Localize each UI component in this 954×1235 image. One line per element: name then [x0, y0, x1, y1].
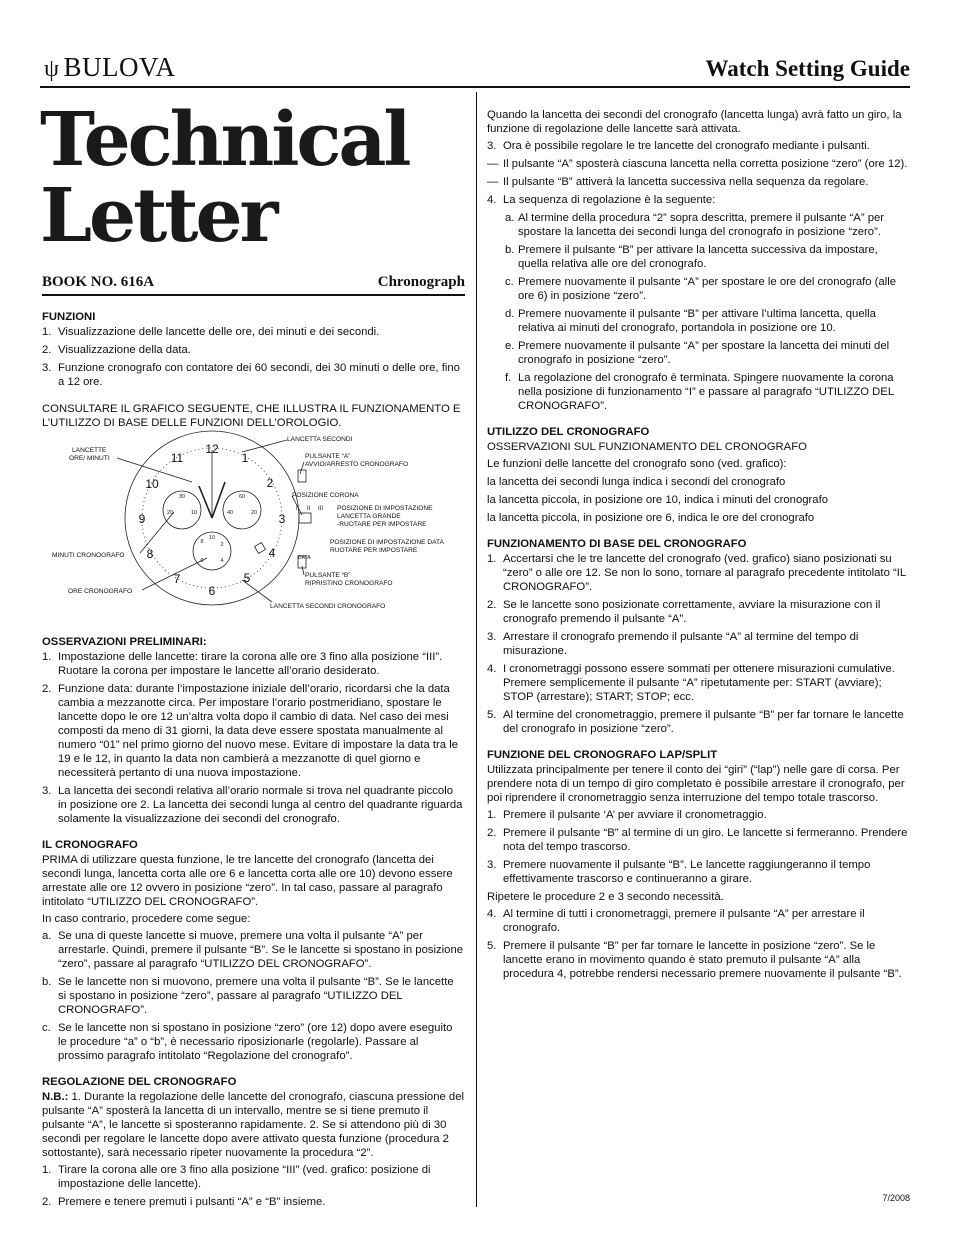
item-num: 5.: [487, 709, 497, 721]
osservazioni-heading: OSSERVAZIONI PRELIMINARI:: [42, 636, 207, 648]
label-pulsante-a: PULSANTE “A”: [305, 453, 351, 460]
item-text: Premere il pulsante “B” per attivare la lancetta successiva da impostare, quella relativa alle ore del cronografo.: [518, 244, 878, 270]
item-text: Premere nuovamente il pulsante “A” per spostare la lancetta dei minuti del cronografo in posizione “zero”.: [518, 340, 890, 366]
item-num: 4.: [487, 663, 497, 675]
sub-item: [505, 243, 911, 271]
main-title: [40, 97, 409, 259]
label-lancetta-secondi: LANCETTA SECONDI: [287, 436, 353, 443]
item-num: 2.: [487, 827, 497, 839]
item-text: Accertarsi che le tre lancette del cronografo (ved. grafico) siano posizionati su “zero” o alle ore 12. Se non lo sono, tornare al paragrafo precedente intitolato “IL CRONOGRAFO”.: [503, 553, 906, 593]
cronografo-intro: PRIMA di utilizzare questa funzione, le tre lancette del cronografo (lancetta dei secondi lunga, lancetta corta alle ore 6 e lancetta corta alle ore 10) devono essere arrestate alle ore 12 ovvero in posizione “zero”. In tal caso, passare al paragrafo intitolato “UTILIZZO DEL CRONOGRAFO”.: [42, 854, 453, 908]
item-num: 2.: [42, 1196, 52, 1208]
leader-pulsante-a: [300, 462, 304, 474]
list-item: [42, 1195, 464, 1209]
sub-num: 2: [220, 542, 224, 548]
item-num: e.: [505, 340, 515, 352]
dial-num: 2: [266, 476, 274, 490]
list-item: [42, 650, 464, 678]
list-item: [487, 139, 911, 153]
item-text: Premere e tenere premuti i pulsanti “A” e “B” insieme.: [58, 1196, 326, 1208]
item-num: d.: [505, 308, 515, 320]
item-text: Visualizzazione delle lancette delle ore, dei minuti e dei secondi.: [58, 326, 380, 338]
item-num: 2.: [487, 599, 497, 611]
dial-num: 3: [278, 512, 286, 526]
item-text: Ora è possibile regolare le tre lancette del cronografo mediante i pulsanti.: [503, 140, 870, 152]
label-ruotare-data: RUOTARE PER IMPOSTARE: [330, 547, 418, 554]
sub-num: 20: [166, 510, 174, 516]
list-item: [487, 193, 911, 207]
crown-pos: III: [318, 506, 324, 512]
utilizzo-heading: UTILIZZO DEL CRONOGRAFO: [487, 426, 650, 438]
item-num: 4.: [487, 194, 497, 206]
regolazione-nb: [42, 1090, 464, 1160]
tuning-fork-icon: ψ: [44, 56, 60, 82]
cronografo-contrario: In caso contrario, procedere come segue:: [42, 913, 251, 925]
sub-num: 20: [250, 510, 258, 516]
dial-num: 9: [138, 512, 146, 526]
crown-pos: II: [307, 506, 311, 512]
item-text: Premere nuovamente il pulsante “B”. Le lancette raggiungeranno il tempo effettivamente trascorso e continueranno a girare.: [503, 859, 871, 885]
item-num: —: [487, 158, 499, 170]
funzionamento-heading: FUNZIONAMENTO DI BASE DEL CRONOGRAFO: [487, 538, 747, 550]
item-text: Se una di queste lancette si muove, premere una volta il pulsante “A” per arrestarle. Quindi, premere il pulsante “B”. Se le lancette si spostano in posizione “zero”, passare al paragrafo “UTILIZZO DEL CRONOGRAFO”.: [58, 930, 464, 970]
nb-label: N.B.:: [42, 1091, 69, 1103]
list-item: [42, 929, 464, 971]
brand-name: BULOVA: [63, 52, 176, 82]
utilizzo-line: Le funzioni delle lancette del cronografo sono (ved. grafico):: [487, 458, 787, 470]
list-item: [42, 325, 464, 339]
list-item: [487, 939, 911, 981]
label-ore-cronografo: ORE CRONOGRAFO: [68, 588, 133, 595]
label-secondi-cronografo: LANCETTA SECONDI CRONOGRAFO: [270, 603, 386, 610]
item-text: Arrestare il cronografo premendo il pulsante “A” al termine del tempo di misurazione.: [503, 631, 859, 657]
list-item: [42, 1163, 464, 1191]
item-num: 3.: [42, 785, 52, 797]
bulova-logo: [44, 52, 176, 83]
list-item: [42, 343, 464, 357]
item-num: 1.: [42, 1164, 52, 1176]
sub-num: 10: [208, 535, 216, 541]
item-text: Premere nuovamente il pulsante “B” per attivare l’ultima lancetta, quella relativa ai minuti del cronografo, portandola in posizione ore 10.: [518, 308, 876, 334]
book-line: [42, 274, 465, 296]
list-item: [42, 1021, 464, 1063]
utilizzo-subheading: OSSERVAZIONI SUL FUNZIONAMENTO DEL CRONOGRAFO: [487, 441, 807, 453]
list-item: [487, 630, 911, 658]
dial-num: 1: [241, 451, 249, 465]
dial-num: 10: [145, 477, 159, 491]
item-text: La regolazione del cronografo è terminata. Spingere nuovamente la corona nella posizione di funzionamento “I” e passare al paragrafo “UTILIZZO DEL CRONOGRAFO”.: [518, 372, 894, 412]
item-text: I cronometraggi possono essere sommati per ottenere misurazioni cumulative. Premere semplicemente il pulsante “A” ripetutamente per: START (avviare); STOP (arrestare); START; STOP; ecc.: [503, 663, 895, 703]
list-item: [487, 157, 911, 171]
sub-item: [505, 275, 911, 303]
dial-num: 5: [243, 571, 251, 585]
dial-num: 12: [205, 442, 219, 456]
item-num: c.: [505, 276, 514, 288]
consult-text: CONSULTARE IL GRAFICO SEGUENTE, CHE ILLUSTRA IL FUNZIONAMENTO E L’UTILIZZO DI BASE DELLE FUNZIONI DELL’OROLOGIO.: [42, 403, 461, 429]
sub-item: [505, 211, 911, 239]
column-divider: [476, 92, 477, 1207]
lapsplit-intro: Utilizzata principalmente per tenere il conto dei “giri” (“lap”) nelle gare di corsa. Per prendere nota di un tempo di giro completato è possibile arrestare il cronografo, per poi riprendere il cronometraggio senza interruzione del tempo totale trascorso.: [487, 764, 905, 804]
main-title-line2: Letter: [40, 173, 276, 259]
list-item: [487, 598, 911, 626]
leader-pulsante-b: [302, 566, 304, 575]
sub-item: [505, 339, 911, 367]
item-text: La lancetta dei secondi relativa all’orario normale si trova nel quadrante piccolo in posizione ore 2. La lancetta dei secondi lunga al centro del quadrante riguarda solamente la visualizzazione dei secondi del cronografo.: [58, 785, 463, 825]
dial-num: 7: [173, 572, 181, 586]
item-num: 4.: [487, 908, 497, 920]
item-text: Se le lancette sono posizionate correttamente, avviare la misurazione con il cronografo premendo il pulsante “A”.: [503, 599, 881, 625]
funzioni-list: [42, 325, 464, 389]
item-text: Funzione cronografo con contatore dei 60 secondi, dei 30 minuti o delle ore, fino a 12 ore.: [58, 362, 460, 388]
dial-num: 8: [146, 547, 154, 561]
label-pos-impostazione: POSIZIONE DI IMPOSTAZIONE: [337, 505, 433, 512]
list-item: [487, 907, 911, 935]
sub-item: [505, 371, 911, 413]
label-lancetta-grande: LANCETTA GRANDE: [337, 513, 401, 520]
guide-title: Watch Setting Guide: [705, 56, 910, 81]
item-text: Funzione data: durante l’impostazione iniziale dell’orario, ricordarsi che la data cambia a mezzanotte circa. Per impostare l’orario postmeridiano, spostare le lancette dopo le ore 12 un’altra volta dopo il cambio di data. Nel caso dei mesi composti da meno di 31 giorni, la data deve essere spostata manualmente al numero “01” nel primo giorno del nuovo mese. Evitare di impostare la data tra le 19 e le 12, in quanto la data non cambierà a mezzanotte di quel giorno e necessiterà pertanto di una nuova impostazione.: [58, 683, 458, 779]
item-num: 3.: [487, 140, 497, 152]
list-item: [487, 858, 911, 886]
item-num: 2.: [42, 683, 52, 695]
list-item: [487, 662, 911, 704]
item-num: 2.: [42, 344, 52, 356]
item-text: Al termine di tutti i cronometraggi, premere il pulsante “A” per arrestare il cronografo.: [503, 908, 865, 934]
dial-num: 6: [208, 584, 216, 598]
book-number: BOOK NO. 616A: [42, 274, 155, 290]
label-posizione-corona: POSIZIONE CORONA: [292, 492, 359, 499]
sub-num: 30: [178, 494, 186, 500]
watch-diagram: [42, 430, 472, 620]
nb-text: 1. Durante la regolazione delle lancette del cronografo, ciascuna pressione del pulsante “A” sposterà la lancetta di un intervallo, mentre se si tiene premuto il pulsante “A”, le lancette si sposteranno rapidamente. 2. Se si attendono più di 30 secondi per regolare le lancette dopo avere attivato questa funzione (procedura 2 sottostante), sarà necessario ripeter nuovamente la procedura “2”.: [42, 1091, 464, 1159]
list-item: [487, 175, 911, 189]
leader-secondi: [242, 440, 287, 452]
label-pulsante-b: PULSANTE “B”: [305, 572, 351, 579]
list-item: [42, 784, 464, 826]
item-num: c.: [42, 1022, 51, 1034]
date-window: [255, 543, 266, 554]
list-item: [487, 826, 911, 854]
list-item: [42, 361, 464, 389]
sub-num: 40: [226, 510, 234, 516]
item-text: Al termine del cronometraggio, premere il pulsante “B” per far tornare le lancette del cronografo in posizione “zero”.: [503, 709, 904, 735]
item-text: Premere nuovamente il pulsante “A” per spostare le ore del cronografo (alle ore 6) in posizione “zero”.: [518, 276, 897, 302]
label-minuti-cronografo: MINUTI CRONOGRAFO: [52, 552, 125, 559]
label-ore-minuti: ORE/ MINUTI: [69, 455, 110, 462]
label-ruotare: -RUOTARE PER IMPOSTARE: [337, 521, 427, 528]
item-num: a.: [505, 212, 515, 224]
list-item: [42, 975, 464, 1017]
item-num: 3.: [487, 631, 497, 643]
item-text: Al termine della procedura “2” sopra descritta, premere il pulsante “A” per spostare la lancetta dei secondi lunga del cronografo in posizione “zero”.: [518, 212, 885, 238]
item-text: Visualizzazione della data.: [58, 344, 191, 356]
sub-item: [505, 307, 911, 335]
item-num: —: [487, 176, 499, 188]
item-text: Se le lancette non si spostano in posizione “zero” (ore 12) dopo avere eseguito le procedure “a” o “b”, è necessario riposizionarle (regolarle). Passare al prossimo paragrafo intitolato “Regolazione del cronografo”.: [58, 1022, 453, 1062]
funzioni-heading: FUNZIONI: [42, 311, 96, 323]
label-lancette: LANCETTE: [72, 447, 107, 454]
regolazione-cont: Quando la lancetta dei secondi del cronografo (lancetta lunga) avrà fatto un giro, la funzione di regolazione delle lancette sarà attivata.: [487, 109, 902, 135]
item-num: f.: [505, 372, 512, 384]
lapsplit-ripetere: Ripetere le procedure 2 e 3 secondo necessità.: [487, 891, 724, 903]
item-num: b.: [505, 244, 515, 256]
sub-num: 4: [220, 558, 224, 564]
label-pulsante-a-desc: AVVIO/ARRESTO CRONOGRAFO: [305, 461, 409, 468]
utilizzo-line: la lancetta piccola, in posizione ore 6, indica le ore del cronografo: [487, 512, 815, 524]
item-num: a.: [42, 930, 52, 942]
item-text: Premere il pulsante ‘A’ per avviare il cronometraggio.: [503, 809, 767, 821]
item-num: 3.: [42, 362, 52, 374]
list-item: [487, 808, 911, 822]
item-num: 5.: [487, 940, 497, 952]
item-text: Se le lancette non si muovono, premere una volta il pulsante “B”. Se le lancette si spostano in posizione “zero”, passare al paragrafo “UTILIZZO DEL CRONOGRAFO”.: [58, 976, 454, 1016]
book-category: Chronograph: [377, 274, 465, 290]
sub-num: 8: [200, 539, 204, 545]
lapsplit-heading: FUNZIONE DEL CRONOGRAFO LAP/SPLIT: [487, 749, 718, 761]
item-text: La sequenza di regolazione è la seguente:: [503, 194, 716, 206]
footer-date: 7/2008: [882, 1193, 910, 1203]
item-num: 1.: [42, 326, 52, 338]
item-text: Tirare la corona alle ore 3 fino alla posizione “III” (ved. grafico: posizione di impostazione delle lancette).: [58, 1164, 431, 1190]
right-column: [487, 108, 911, 985]
dial-num: 11: [170, 451, 184, 465]
item-text: Il pulsante “A” sposterà ciascuna lancetta nella corretta posizione “zero” (ore 12).: [503, 158, 908, 170]
item-num: 1.: [42, 651, 52, 663]
item-num: 1.: [487, 553, 497, 565]
item-text: Impostazione delle lancette: tirare la corona alle ore 3 fino alla posizione “III”. Ruotare la corona per impostare le lancette all’orario desiderato.: [58, 651, 443, 677]
utilizzo-line: la lancetta dei secondi lunga indica i secondi del cronografo: [487, 476, 786, 488]
main-title-line1: Technical: [40, 97, 409, 183]
crown: [299, 513, 311, 523]
utilizzo-line: la lancetta piccola, in posizione ore 10, indica i minuti del cronografo: [487, 494, 828, 506]
sub-num: 60: [238, 494, 246, 500]
crown-pos: I: [296, 506, 298, 512]
dial-num: 4: [268, 546, 276, 560]
label-pos-data: POSIZIONE DI IMPOSTAZIONE DATA: [330, 539, 444, 546]
pusher-a: [298, 470, 306, 482]
header-rule: [40, 86, 910, 88]
item-text: Premere il pulsante “B” per far tornare le lancette in posizione “zero”. Se le lancette erano in movimento quando è stato premuto il pulsante “A” alla procedura 4, potrebbe rendersi necessario premere nuovamente il pulsante “B”.: [503, 940, 902, 980]
sub-num: 6: [200, 558, 204, 564]
item-num: b.: [42, 976, 52, 988]
regolazione-heading: REGOLAZIONE DEL CRONOGRAFO: [42, 1076, 237, 1088]
label-pulsante-b-desc: RIPRISTINO CRONOGRAFO: [305, 580, 393, 587]
list-item: [487, 552, 911, 594]
item-text: Il pulsante “B” attiverà la lancetta successiva nella sequenza da regolare.: [503, 176, 869, 188]
item-num: 3.: [487, 859, 497, 871]
list-item: [42, 682, 464, 780]
item-text: Premere il pulsante “B” al termine di un giro. Le lancette si fermeranno. Prendere nota del tempo trascorso.: [503, 827, 908, 853]
label-data: DATA: [298, 555, 311, 561]
item-num: 1.: [487, 809, 497, 821]
sub-num: 10: [190, 510, 198, 516]
cronografo-heading: IL CRONOGRAFO: [42, 839, 138, 851]
list-item: [487, 708, 911, 736]
